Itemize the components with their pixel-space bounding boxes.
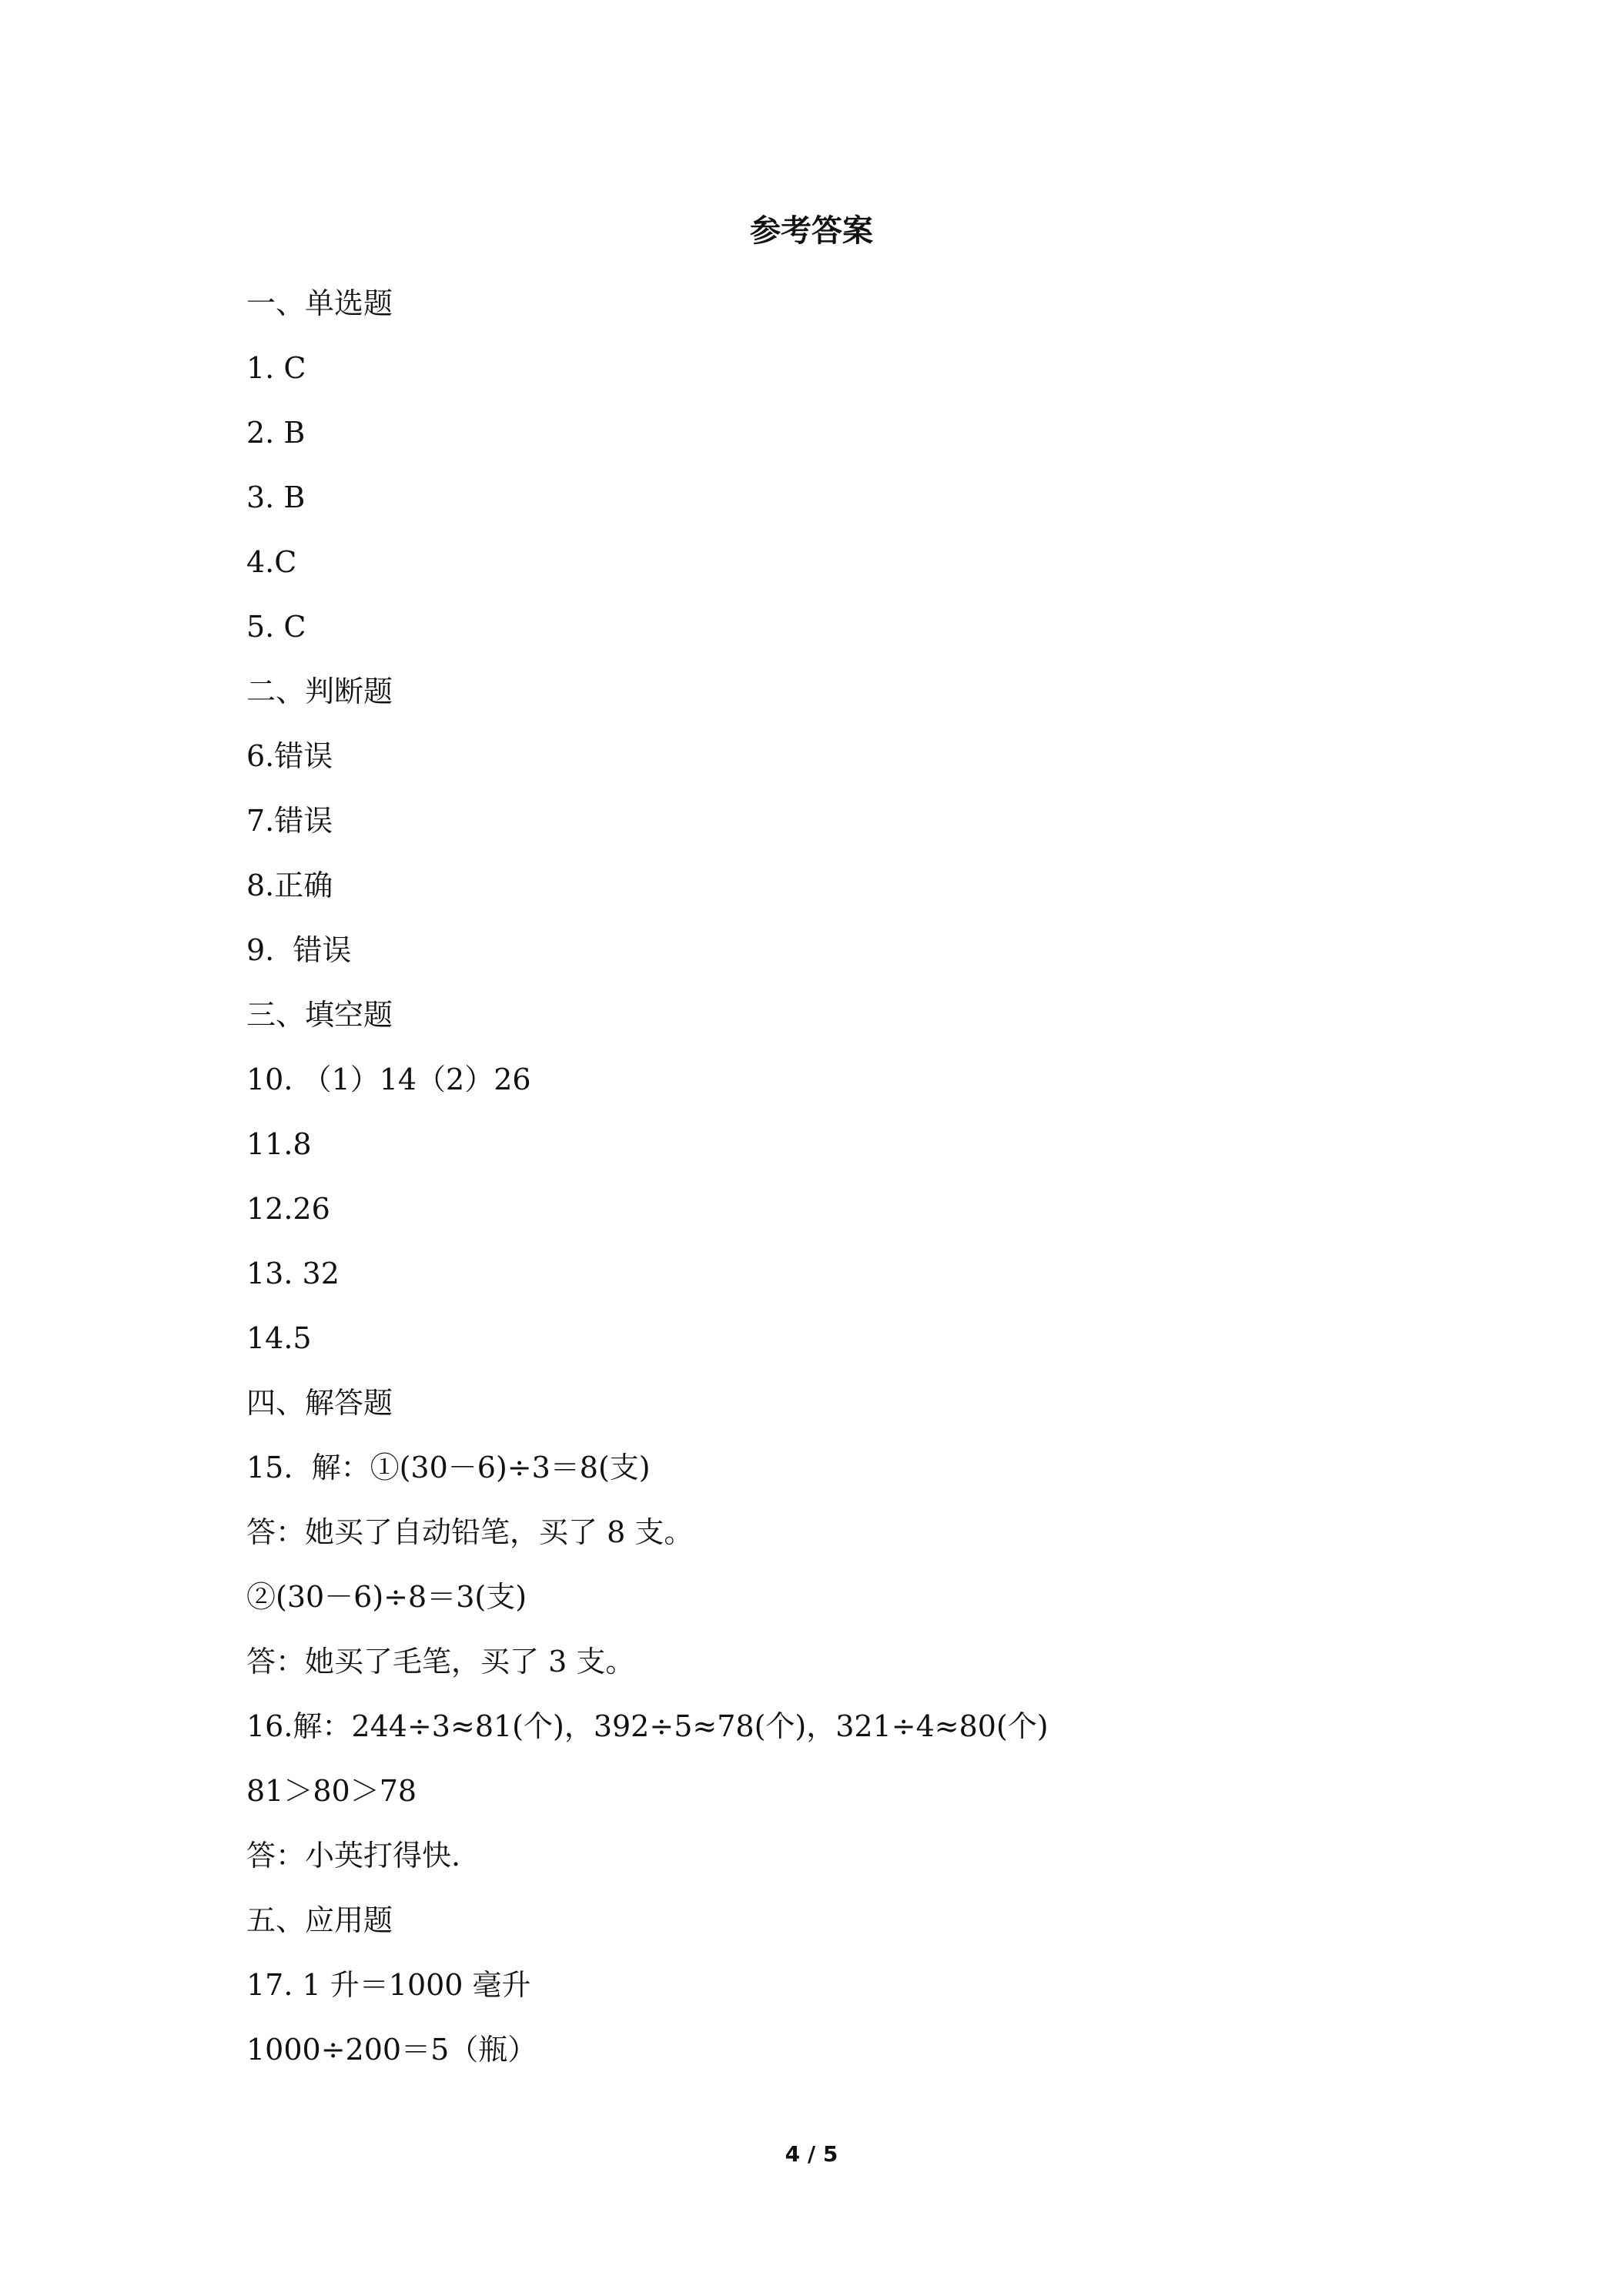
answer-line-4: 4.C: [246, 545, 297, 579]
answer-line-17-division: 1000÷200＝5（瓶）: [246, 2033, 537, 2067]
answer-line-2: 2. B: [246, 416, 306, 450]
answer-line-5: 5. C: [246, 610, 306, 644]
page-title: 参考答案: [750, 213, 873, 249]
section-heading-application: 五、应用题: [246, 1903, 393, 1937]
answer-line-12: 12.26: [246, 1192, 330, 1226]
answer-line-11: 11.8: [246, 1127, 312, 1161]
answer-line-15-answer2: 答：她买了毛笔，买了 3 支。: [246, 1645, 635, 1678]
answer-line-6: 6.错误: [246, 739, 333, 773]
answer-line-15-step2: ②(30－6)÷8＝3(支): [246, 1580, 527, 1614]
answer-line-10: 10. （1）14（2）26: [246, 1063, 531, 1096]
answer-line-8: 8.正确: [246, 869, 333, 902]
answer-line-16-solution: 16.解：244÷3≈81(个)，392÷5≈78(个)，321÷4≈80(个): [246, 1709, 1049, 1743]
page-number: 4 / 5: [785, 2141, 838, 2167]
section-heading-fill-blank: 三、填空题: [246, 998, 393, 1032]
section-heading-true-false: 二、判断题: [246, 674, 393, 708]
answer-line-13: 13. 32: [246, 1257, 340, 1290]
answer-line-1: 1. C: [246, 351, 306, 385]
answer-line-14: 14.5: [246, 1321, 312, 1355]
section-heading-single-choice: 一、单选题: [246, 286, 393, 320]
answer-content: [246, 271, 1401, 2082]
answer-line-9: 9. 错误: [246, 933, 352, 967]
answer-line-16-answer: 答：小英打得快.: [246, 1839, 461, 1873]
answer-line-16-compare: 81＞80＞78: [246, 1774, 417, 1808]
answer-line-3: 3. B: [246, 480, 306, 514]
answer-line-7: 7.错误: [246, 804, 333, 838]
answer-line-15-answer1: 答：她买了自动铅笔，买了 8 支。: [246, 1515, 694, 1549]
section-heading-solve: 四、解答题: [246, 1386, 393, 1420]
answer-line-15-step1: 15. 解：①(30－6)÷3＝8(支): [246, 1451, 651, 1484]
answer-line-17-conversion: 17. 1 升＝1000 毫升: [246, 1968, 531, 2002]
